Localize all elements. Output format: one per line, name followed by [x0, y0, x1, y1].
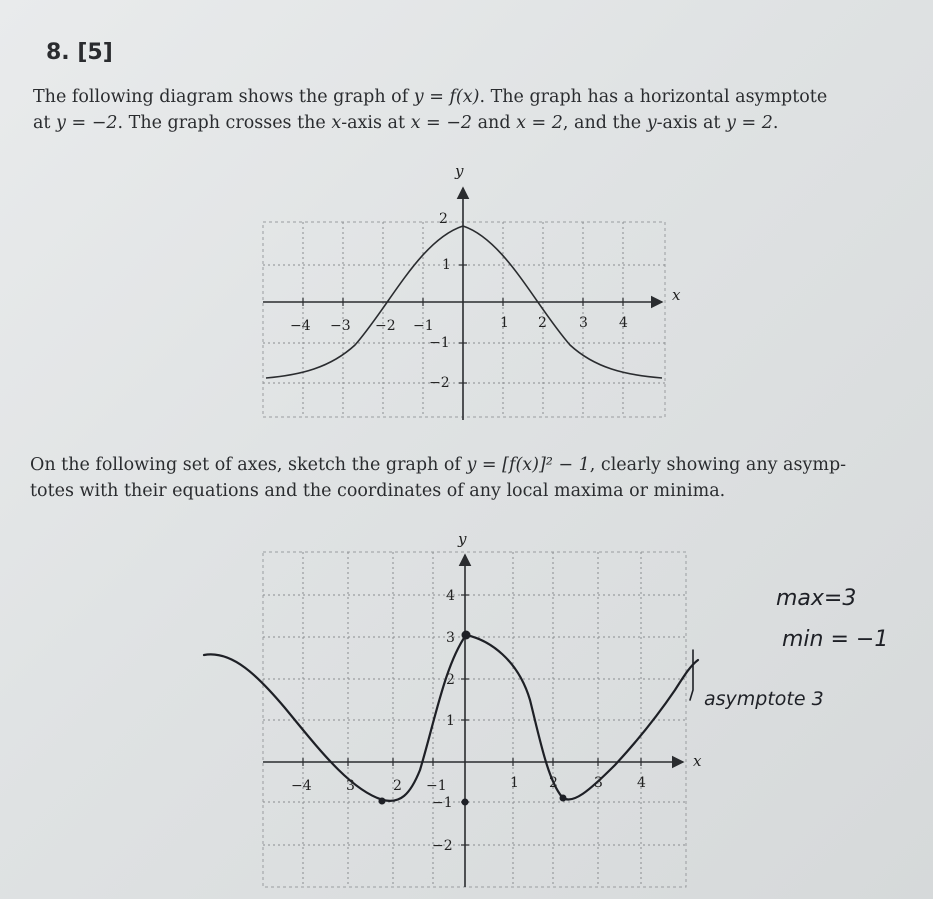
graph-1-x-tick: 3	[579, 315, 588, 331]
intro-var: x	[331, 113, 342, 133]
graph-1-y-tick: 2	[439, 211, 448, 227]
graph-1-y-tick: 1	[442, 257, 451, 273]
graph-1-x-tick: 2	[538, 315, 547, 331]
graph-1-x-tick: 4	[619, 315, 628, 331]
note-min: min = −1	[782, 627, 889, 652]
graph-2-x-tick: 2	[549, 775, 558, 791]
intro-equation: y = −2	[56, 113, 118, 133]
note-asymptote: asymptote 3	[704, 688, 824, 710]
graph-1-x-tick: −2	[375, 318, 396, 334]
intro-text: -axis at	[341, 113, 411, 133]
graph-2-y-label: y	[458, 530, 467, 548]
intro-equation: y = 2	[726, 113, 773, 133]
graph-2-max-point	[462, 631, 471, 640]
intro-text: The following diagram shows the graph of	[33, 87, 414, 107]
graph-1-x-label: x	[672, 286, 681, 304]
graph-2-x-label: x	[693, 752, 702, 770]
graph-1	[263, 162, 681, 420]
note-max: max=3	[776, 586, 857, 611]
task-text: On the following set of axes, sketch the graph of	[30, 455, 467, 475]
graph-2-x-tick: 1	[510, 775, 519, 791]
intro-text: . The graph has a horizontal asymptote	[479, 87, 828, 107]
graph-2-y-tick: 3	[446, 630, 455, 646]
graph-1-grid	[263, 222, 665, 417]
graph-2-x-tick: 3	[346, 778, 355, 794]
graph-2-x-tick: −1	[426, 778, 447, 794]
graph-2-y-tick: 4	[446, 588, 455, 604]
task-text: , clearly showing any asymp-	[589, 455, 847, 475]
graph-2-x-tick: 4	[637, 775, 646, 791]
graph-2-y-tick: −2	[432, 838, 453, 854]
graph-2-grid	[263, 552, 686, 887]
intro-text: -axis at	[656, 113, 727, 133]
graph-1-frame	[263, 222, 665, 417]
graph-1-y-tick: −1	[429, 335, 450, 351]
task-equation: y = [f(x)]² − 1	[466, 455, 590, 475]
intro-text: , and the	[562, 113, 647, 133]
graph-2-y-tick: 1	[446, 713, 455, 729]
graph-2-y-tick: 2	[446, 672, 455, 688]
intro-equation: x = −2	[410, 113, 473, 133]
graph-2-x-tick: −4	[291, 778, 312, 794]
graph-1-x-tick: −3	[330, 318, 351, 334]
intro-text: and	[472, 113, 517, 133]
handwritten-notes	[704, 586, 888, 710]
graph-1-x-tick: −4	[290, 318, 311, 334]
graph-2-x-tick: 2	[393, 778, 402, 794]
question-marks: [5]	[77, 40, 113, 65]
graph-2-sketch-asymptote	[690, 650, 693, 700]
graph-2-x-tick: 3	[594, 775, 603, 791]
question-index: 8.	[46, 40, 70, 65]
intro-equation: x = 2	[516, 113, 563, 133]
graph-2-min-point	[560, 795, 567, 802]
intro-text: .	[772, 113, 779, 133]
graph-2-y-tick: −1	[432, 795, 453, 811]
graph-1-x-tick: 1	[500, 315, 509, 331]
intro-equation: y = f(x)	[413, 87, 480, 107]
graph-2	[204, 530, 702, 887]
graph-1-y-label: y	[455, 162, 464, 180]
task-line-2: totes with their equations and the coordinates of any local maxima or minima.	[30, 481, 726, 501]
intro-text: . The graph crosses the	[117, 113, 332, 133]
graph-1-x-tick: −1	[413, 318, 434, 334]
intro-text: at	[33, 113, 57, 133]
graph-1-y-tick: −2	[429, 375, 450, 391]
intro-var: y	[646, 113, 657, 133]
graph-2-y-intercept-point	[462, 799, 469, 806]
graph-2-min-point	[379, 798, 386, 805]
